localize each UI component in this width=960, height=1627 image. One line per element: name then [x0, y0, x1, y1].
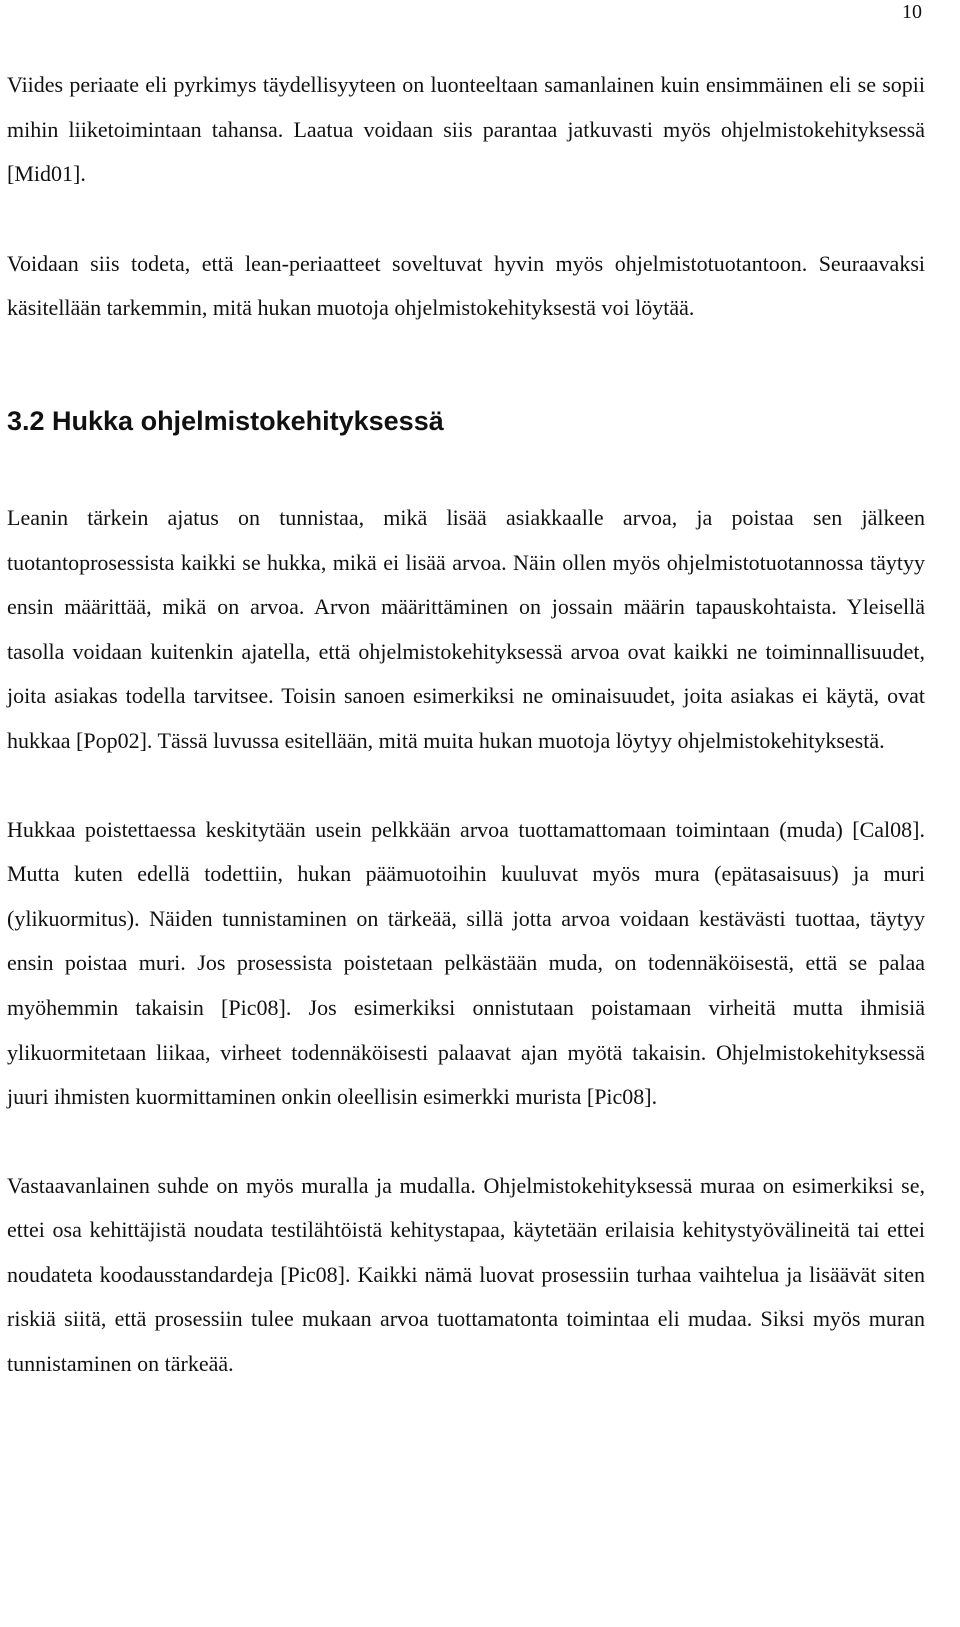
paragraph-muda-mura-muri: Hukkaa poistettaessa keskitytään usein pelkkään arvoa tuottamattomaan toimintaan (muda) [Cal08]. Mutta kuten edellä todettiin, hukan päämuotoihin kuuluvat myös mura (epätasaisuus) ja muri (ylikuormitus). Näiden tunnistaminen on tärkeää, sillä jotta arvoa voidaan kestävästi tuottaa, täytyy ensin poistaa muri. Jos prosessista poistetaan pelkästään muda, on todennäköisestä, että se palaa myöhemmin takaisin [Pic08]. Jos esimerkiksi onnistutaan poistamaan virheitä mutta ihmisiä ylikuormitetaan liikaa, virheet todennäköisesti palaavat ajan myötä takaisin. Ohjelmistokehityksessä juuri ihmisten kuormittaminen onkin oleellisin esimerkki murista [Pic08].: [7, 816, 925, 1110]
paragraph-value-definition: Leanin tärkein ajatus on tunnistaa, mikä lisää asiakkaalle arvoa, ja poistaa sen jälkeen tuotantoprosessista kaikki se hukka, mikä ei lisää arvoa. Näin ollen myös ohjelmistotuotannossa täytyy ensin määrittää, mikä on arvoa. Arvon määrittäminen on jossain määrin tapauskohtaista. Yleisellä tasolla voidaan kuitenkin ajatella, että ohjelmistokehityksessä arvoa ovat kaikki ne toiminnallisuudet, joita asiakas todella tarvitsee. Toisin sanoen esimerkiksi ne ominaisuudet, joita asiakas ei käytä, ovat hukkaa [Pop02]. Tässä luvussa esitellään, mitä muita hukan muotoja löytyy ohjelmistokehityksestä.: [7, 504, 925, 753]
page-number: 10: [902, 1, 922, 23]
document-body: [7, 63, 925, 1387]
paragraph-lean-conclusion: Voidaan siis todeta, että lean-periaatteet soveltuvat hyvin myös ohjelmistotuotantoon. Seuraavaksi käsitellään tarkemmin, mitä hukan muotoja ohjelmistokehityksestä voi löytää.: [7, 250, 925, 321]
paragraph-mura-muda-relation: Vastaavanlainen suhde on myös muralla ja mudalla. Ohjelmistokehityksessä muraa on esimerkiksi se, ettei osa kehittäjistä noudata testilähtöistä kehitystapaa, käytetään erilaisia kehitystyövälineitä tai ettei noudateta koodausstandardeja [Pic08]. Kaikki nämä luovat prosessiin turhaa vaihtelua ja lisäävät siten riskiä siitä, että prosessiin tulee mukaan arvoa tuottamatonta toimintaa eli mudaa. Siksi myös muran tunnistaminen on tärkeää.: [7, 1172, 925, 1377]
section-heading: 3.2 Hukka ohjelmistokehityksessä: [7, 405, 444, 436]
paragraph-perfection-principle: Viides periaate eli pyrkimys täydellisyyteen on luonteeltaan samanlainen kuin ensimmäinen eli se sopii mihin liiketoimintaan tahansa. Laatua voidaan siis parantaa jatkuvasti myös ohjelmistokehityksessä [Mid01].: [7, 72, 925, 187]
